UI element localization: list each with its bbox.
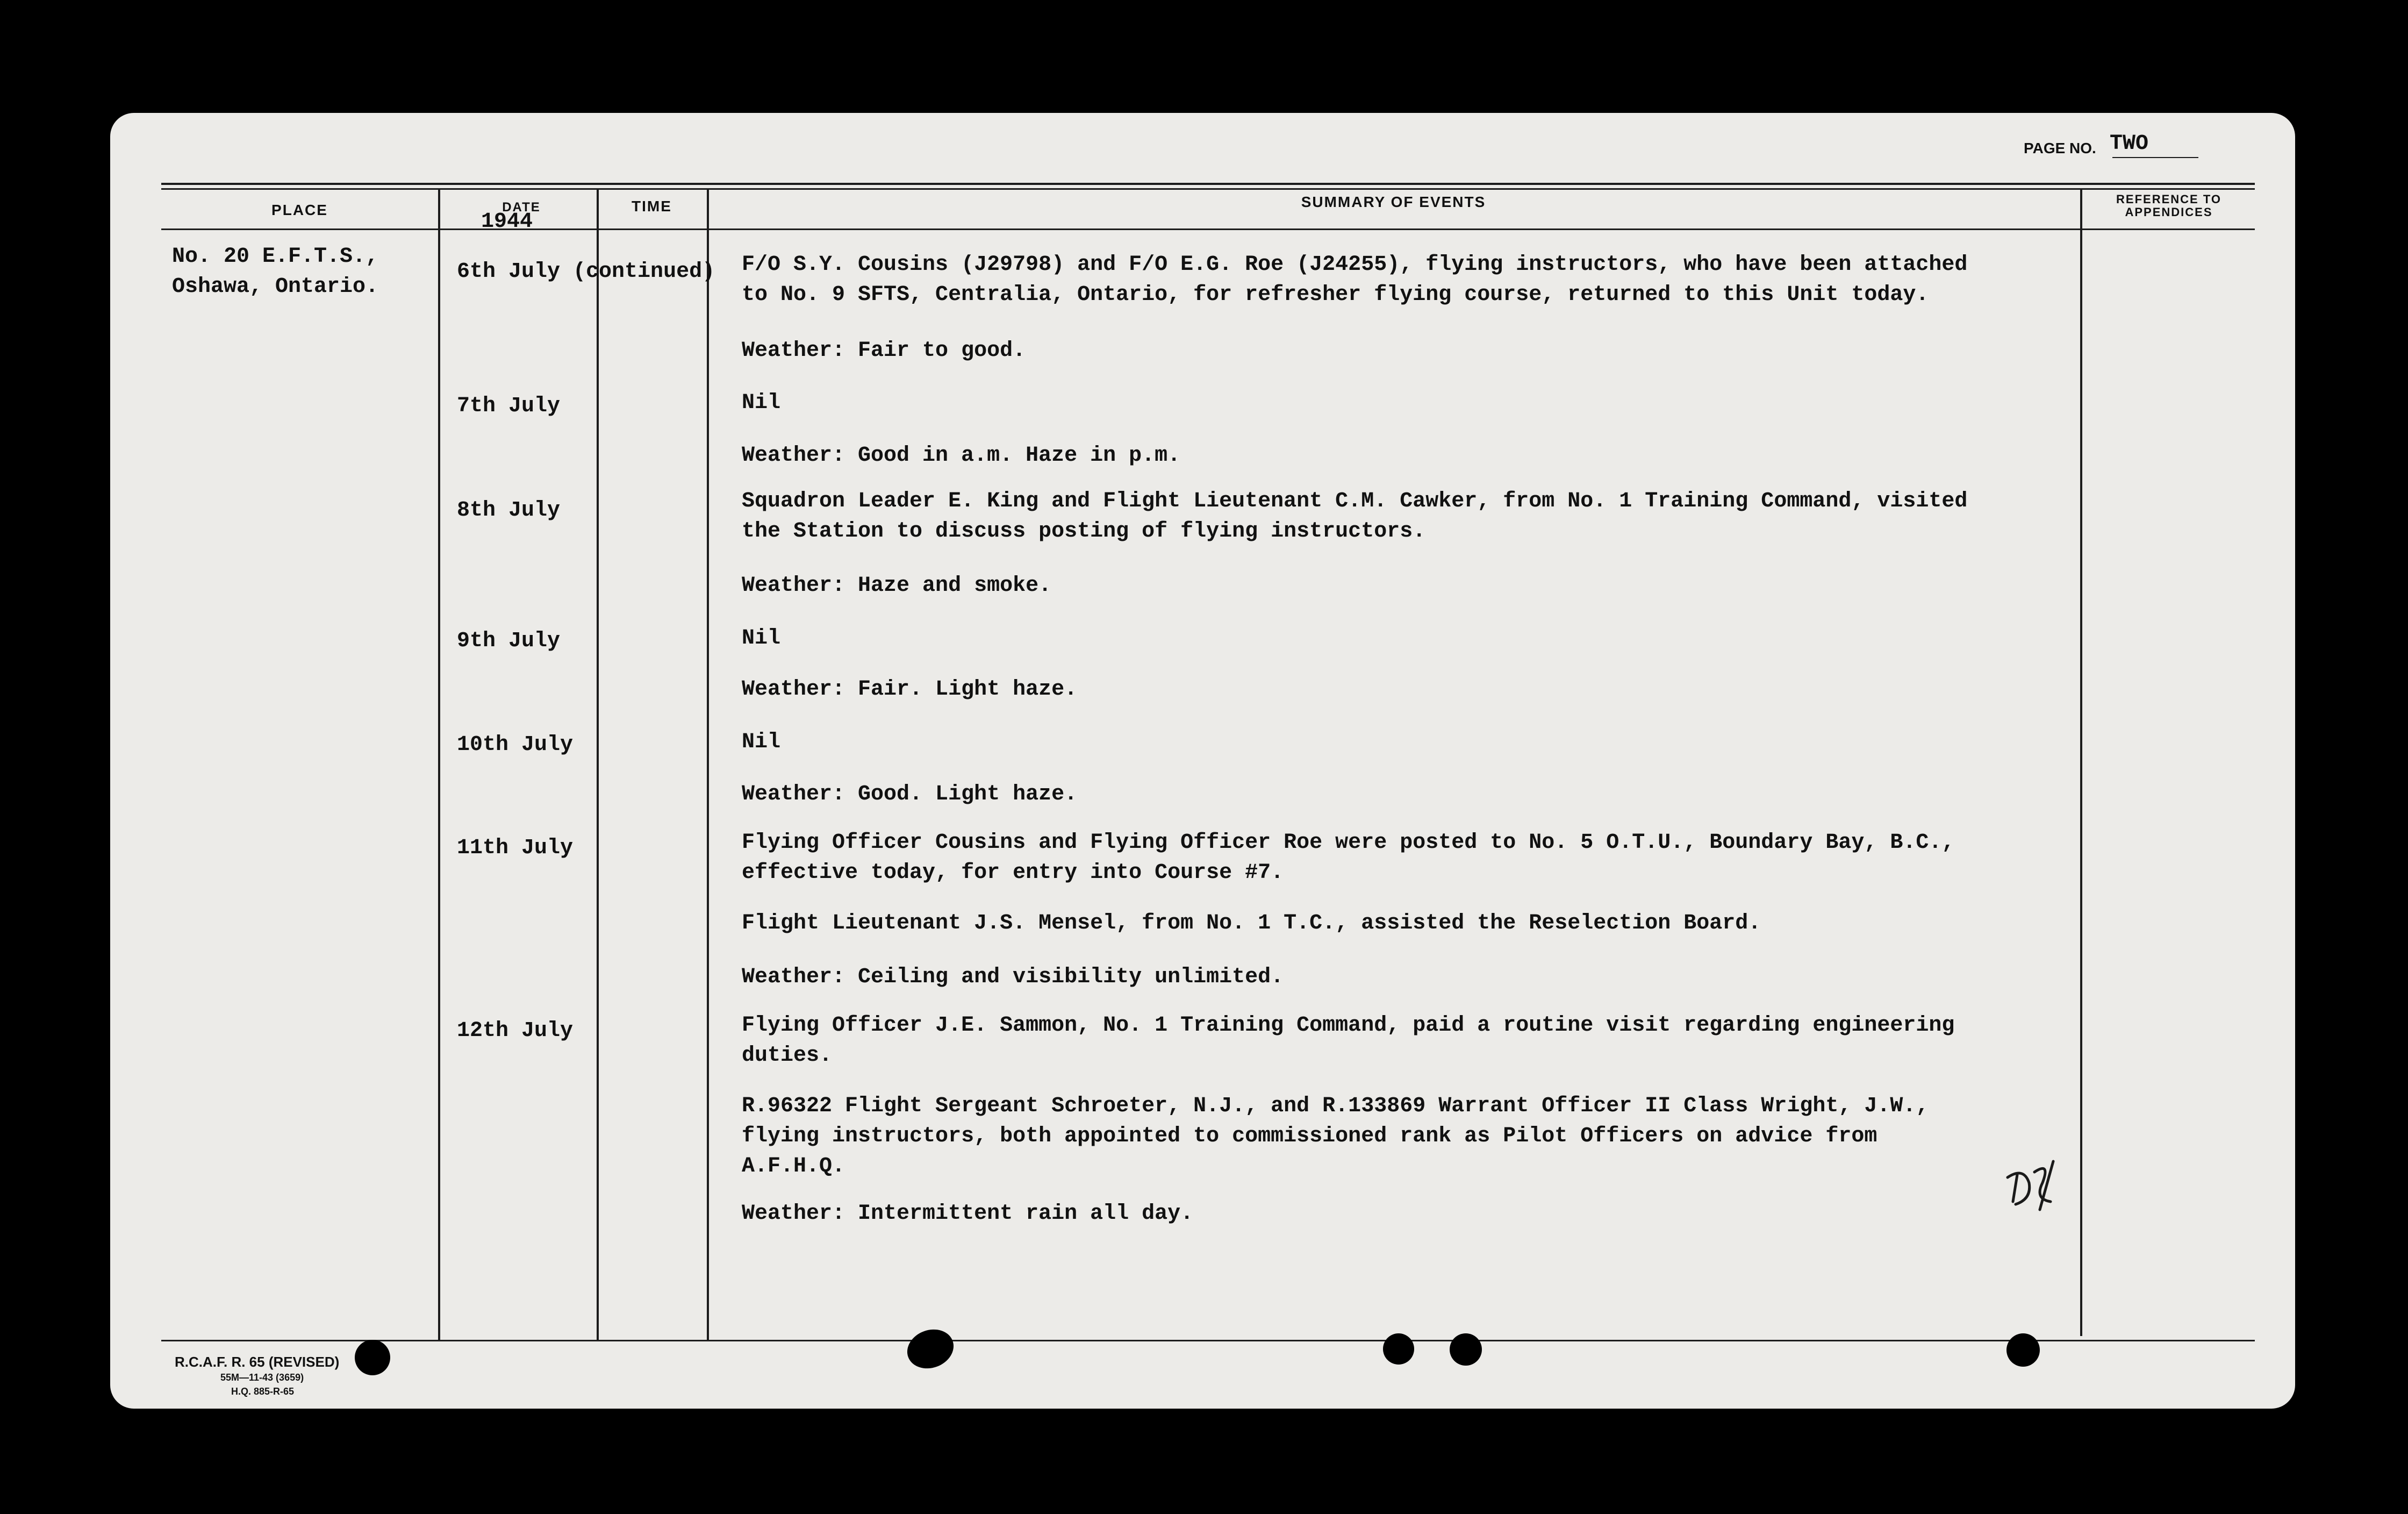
initials-signature	[2002, 1151, 2061, 1215]
col-rule-summary-ref	[2080, 188, 2082, 1336]
date-11-july: 11th July	[457, 836, 574, 860]
header-place: PLACE	[271, 202, 328, 218]
punch-hole-5	[2006, 1333, 2040, 1367]
bottom-rule	[161, 1340, 2255, 1341]
date-7-july: 7th July	[457, 394, 561, 418]
page-number-underline	[2112, 157, 2198, 158]
event-11-july-line1: Flying Officer Cousins and Flying Officer Roe were posted to No. 5 O.T.U., Boundary Bay, B.C.,	[742, 831, 1955, 855]
punch-hole-4	[1450, 1333, 1482, 1366]
date-6-july: 6th July (continued)	[457, 260, 715, 284]
event-11-july-line2: effective today, for entry into Course #7.	[742, 861, 1284, 885]
event-12-july-line1: Flying Officer J.E. Sammon, No. 1 Training Command, paid a routine visit regarding engineering	[742, 1013, 1955, 1038]
event-8-july-line2: the Station to discuss posting of flying instructors.	[742, 519, 1426, 544]
weather-6-july: Weather: Fair to good.	[742, 339, 1026, 363]
place-line2: Oshawa, Ontario.	[172, 275, 379, 299]
page-number-label: PAGE NO.	[2024, 140, 2096, 156]
event-8-july-line1: Squadron Leader E. King and Flight Lieutenant C.M. Cawker, from No. 1 Training Command, visited	[742, 489, 1968, 513]
top-rule-inner	[161, 188, 2255, 190]
top-rule	[161, 183, 2255, 185]
page-number-value: TWO	[2110, 132, 2149, 156]
place-line1: No. 20 E.F.T.S.,	[172, 245, 379, 269]
date-9-july: 9th July	[457, 629, 561, 653]
punch-hole-2	[902, 1323, 959, 1375]
punch-hole-1	[355, 1340, 390, 1375]
header-year: 1944	[481, 210, 533, 234]
header-reference-line1: REFERENCE TO	[2116, 192, 2221, 206]
form-id-line3: H.Q. 885-R-65	[231, 1386, 295, 1397]
col-rule-place-date	[438, 188, 440, 1341]
weather-8-july: Weather: Haze and smoke.	[742, 574, 1052, 598]
header-reference-line2: APPENDICES	[2125, 205, 2213, 219]
punch-hole-3	[1383, 1333, 1414, 1365]
event-11-july-line3: Flight Lieutenant J.S. Mensel, from No. 1 T.C., assisted the Reselection Board.	[742, 911, 1761, 935]
event-6-july-line2: to No. 9 SFTS, Centralia, Ontario, for refresher flying course, returned to this Unit today.	[742, 283, 1929, 307]
event-12-july-line5: A.F.H.Q.	[742, 1154, 845, 1179]
weather-11-july: Weather: Ceiling and visibility unlimited.	[742, 965, 1284, 989]
event-9-july: Nil	[742, 626, 781, 651]
header-time: TIME	[632, 198, 672, 215]
event-7-july: Nil	[742, 391, 781, 415]
weather-7-july: Weather: Good in a.m. Haze in p.m.	[742, 444, 1181, 468]
event-6-july-line1: F/O S.Y. Cousins (J29798) and F/O E.G. Roe (J24255), flying instructors, who have been attached	[742, 253, 1968, 277]
col-rule-time-summary	[707, 188, 709, 1341]
event-12-july-line3: R.96322 Flight Sergeant Schroeter, N.J., and R.133869 Warrant Officer II Class Wright, J.W.,	[742, 1094, 1929, 1118]
event-12-july-line4: flying instructors, both appointed to commissioned rank as Pilot Officers on advice from	[742, 1124, 1877, 1148]
form-id-line2: 55M—11-43 (3659)	[220, 1372, 304, 1383]
event-12-july-line2: duties.	[742, 1044, 833, 1068]
weather-9-july: Weather: Fair. Light haze.	[742, 677, 1078, 702]
date-10-july: 10th July	[457, 733, 574, 757]
form-id-line1: R.C.A.F. R. 65 (REVISED)	[175, 1354, 340, 1370]
weather-12-july: Weather: Intermittent rain all day.	[742, 1202, 1194, 1226]
date-8-july: 8th July	[457, 498, 561, 523]
header-bottom-rule	[161, 228, 2255, 230]
event-10-july: Nil	[742, 730, 781, 754]
header-date: DATE	[502, 200, 541, 215]
weather-10-july: Weather: Good. Light haze.	[742, 782, 1078, 806]
record-card	[110, 113, 2295, 1409]
col-rule-date-time	[597, 188, 599, 1341]
header-summary: SUMMARY OF EVENTS	[1301, 194, 1486, 210]
date-12-july: 12th July	[457, 1019, 574, 1043]
